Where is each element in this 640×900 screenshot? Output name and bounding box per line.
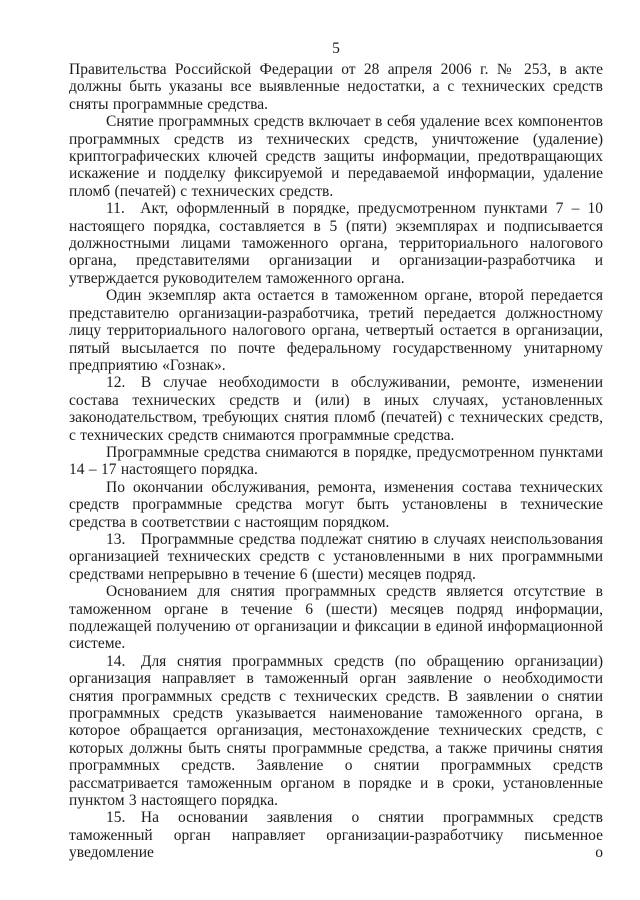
paragraph: Основанием для снятия программных средств является отсутствие в таможенном органе в течение 6 (шести) месяцев подряд информации, подлежащей получению от организации и фиксации в единой информационной системе. <box>69 583 603 653</box>
numbered-paragraph: 14. Для снятия программных средств (по обращению организации) организация направляет в таможенный орган заявление о необходимости снятия программных средств с технических средств. В заявлении о снятии программных средств указывается наименование таможенного органа, в которое обращается организация, местонахождение технических средств, с которых должны быть сняты программные средства, а также причины снятия программных средств. Заявление о снятии программных средств рассматривается таможенным органом в порядке и в сроки, установленные пунктом 3 настоящего порядка. <box>69 652 603 810</box>
paragraph: Снятие программных средств включает в себя удаление всех компонентов программных средств из технических средств, уничтожение (удаление) криптографических ключей средств защиты информации, предотвращающих искажение и подделку фиксируемой и передаваемой информации, удаление пломб (печатей) с технических средств. <box>69 113 603 200</box>
page-number: 5 <box>332 40 340 57</box>
document-body <box>69 61 603 862</box>
numbered-paragraph: 11. Акт, оформленный в порядке, предусмотренном пунктами 7 – 10 настоящего порядка, составляется в 5 (пяти) экземплярах и подписывается должностными лицами таможенного органа, территориального налогового органа, представителями организации и организации-разработчика и утверждается руководителем таможенного органа. <box>69 200 603 287</box>
numbered-paragraph: 15. На основании заявления о снятии программных средств таможенный орган направляет организации-разработчику письменное уведомление о <box>69 809 603 862</box>
numbered-paragraph: 12. В случае необходимости в обслуживании, ремонте, изменении состава технических средств и (или) в иных случаях, установленных законодательством, требующих снятия пломб (печатей) с технических средств, с технических средств снимаются программные средства. <box>69 374 603 444</box>
paragraph: Программные средства снимаются в порядке, предусмотренном пунктами 14 – 17 настоящего порядка. <box>69 443 603 479</box>
paragraph: Правительства Российской Федерации от 28 апреля 2006 г. № 253, в акте должны быть указаны все выявленные недостатки, а с технических средств сняты программные средства. <box>69 61 603 113</box>
numbered-paragraph: 13. Программные средства подлежат снятию в случаях неиспользования организацией технических средств с установленными в них программными средствами непрерывно в течение 6 (шести) месяцев подряд. <box>69 530 603 583</box>
paragraph: По окончании обслуживания, ремонта, изменения состава технических средств программные средства могут быть установлены в технические средства в соответствии с настоящим порядком. <box>69 478 603 531</box>
paragraph: Один экземпляр акта остается в таможенном органе, второй передается представителю организации-разработчика, третий передается должностному лицу территориального налогового органа, четвертый остается в организации, пятый высылается по почте федеральному государственному унитарному предприятию «Гознак». <box>69 287 603 374</box>
